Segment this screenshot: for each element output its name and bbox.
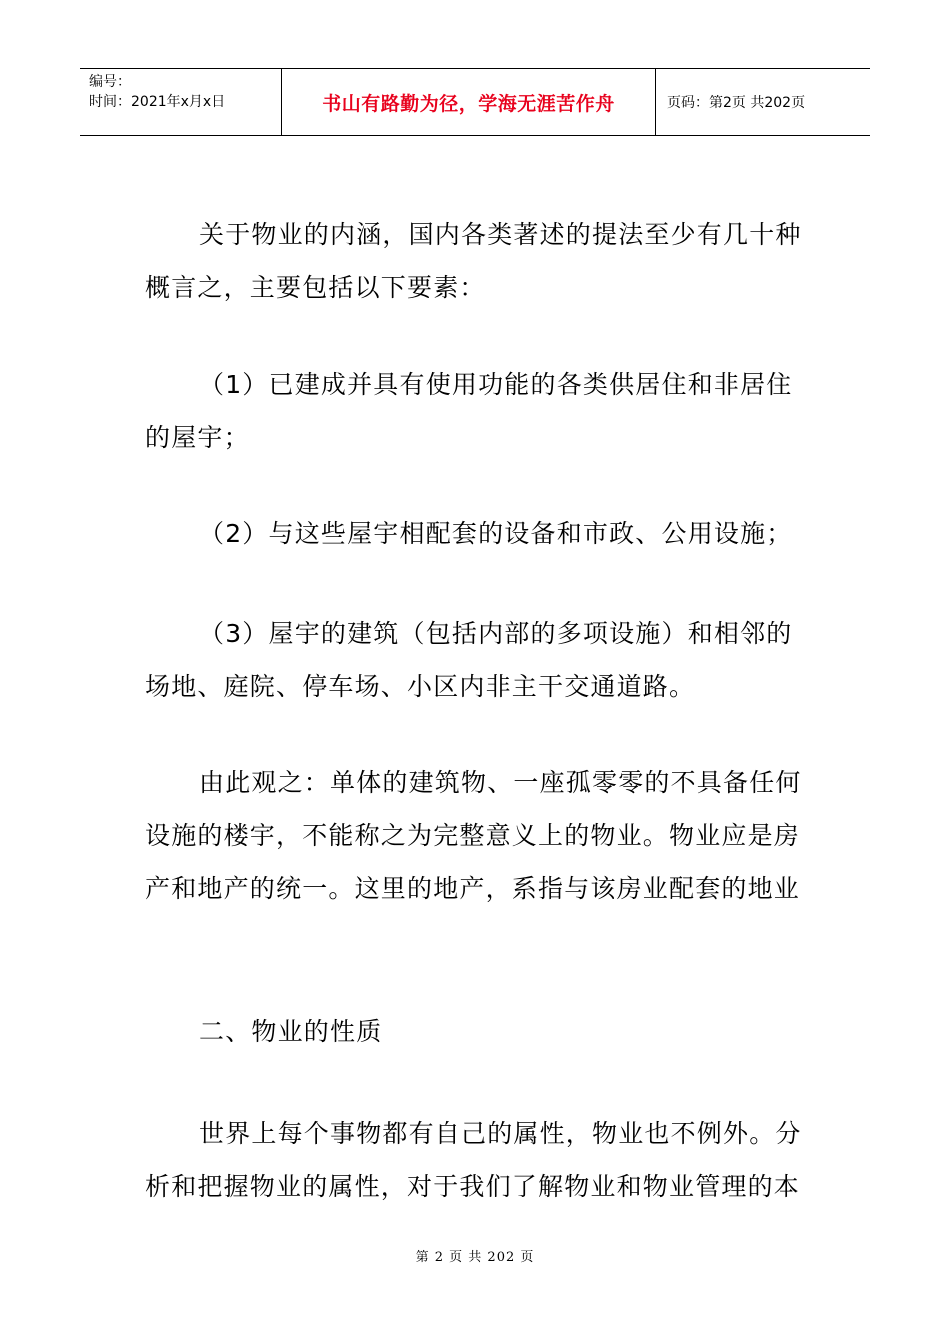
body-paragraph	[145, 1107, 810, 1213]
body-paragraph	[145, 208, 810, 314]
body-paragraph	[145, 756, 810, 915]
body-paragraph	[145, 358, 810, 464]
footer-page-number: 第 2 页 共 202 页	[415, 1250, 535, 1265]
paragraph-item-1: （1）已建成并具有使用功能的各类供居住和非居住的屋宇；	[145, 370, 793, 452]
paragraph-item-3: （3）屋宇的建筑（包括内部的多项设施）和相邻的场地、庭院、停车场、小区内非主干交通道路。	[145, 619, 793, 701]
document-date-label: 时间：2021年x月x日	[89, 94, 226, 110]
document-header	[80, 68, 870, 136]
section-heading	[145, 1005, 810, 1058]
paragraph-conclusion: 由此观之：单体的建筑物、一座孤零零的不具备任何设施的楼宇，不能称之为完整意义上的物业。物业应是房产和地产的统一。这里的地产，系指与该房业配套的地业	[145, 768, 802, 903]
body-paragraph	[145, 607, 810, 713]
heading-property-nature: 二、物业的性质	[199, 1017, 383, 1046]
paragraph-item-2: （2）与这些屋宇相配套的设备和市政、公用设施；	[199, 519, 793, 548]
paragraph-intro: 关于物业的内涵，国内各类著述的提法至少有几十种概言之，主要包括以下要素：	[145, 220, 802, 302]
header-motto-cell	[282, 69, 656, 135]
header-page-info: 页码：第2页 共202页	[667, 95, 806, 111]
header-meta-cell	[80, 69, 282, 135]
body-paragraph	[145, 507, 810, 560]
header-motto: 书山有路勤为径，学海无涯苦作舟	[322, 92, 615, 115]
document-number-label: 编号：	[89, 74, 131, 90]
page-footer	[0, 1246, 950, 1265]
paragraph-property-attributes: 世界上每个事物都有自己的属性，物业也不例外。分析和把握物业的属性，对于我们了解物业和物业管理的本	[145, 1119, 802, 1201]
header-page-cell	[656, 69, 870, 135]
